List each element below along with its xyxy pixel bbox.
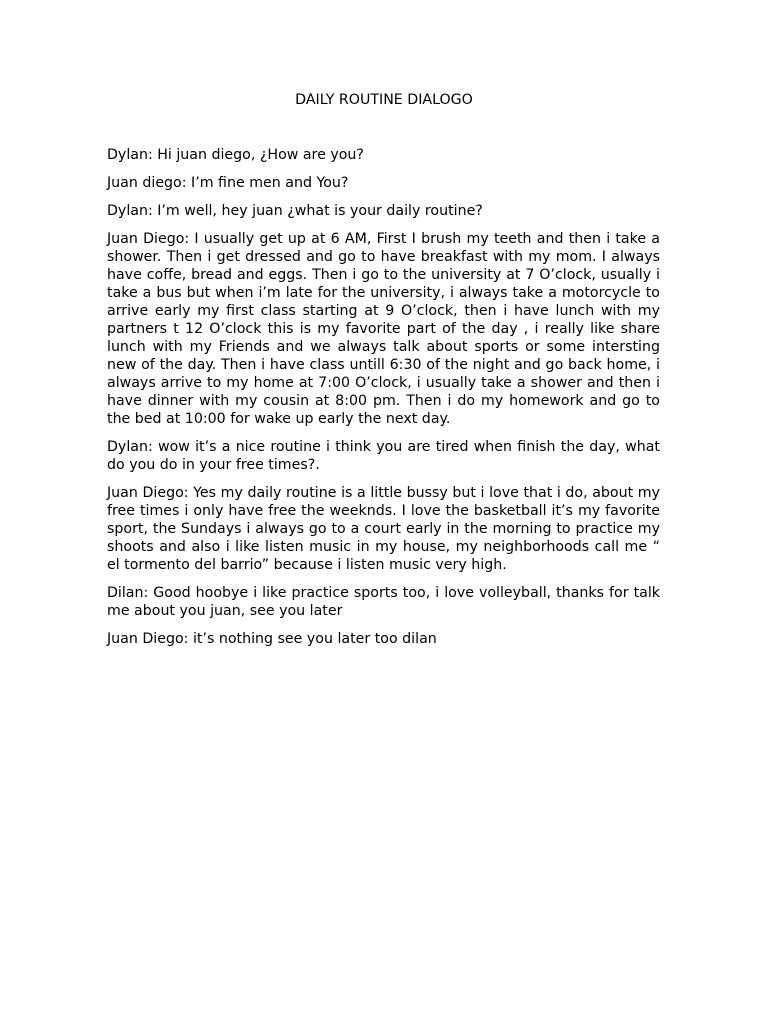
dialogue-line: Dylan: Hi juan diego, ¿How are you?: [107, 147, 364, 163]
dialogue-line: Dylan: I’m well, hey juan ¿what is your daily routine?: [107, 203, 483, 219]
dialogue-line: Dilan: Good hoobye i like practice sports too, i love volleyball, thanks for talk me about you juan, see you later: [107, 585, 660, 619]
dialogue-line: Juan Diego: it’s nothing see you later too dilan: [107, 631, 437, 647]
dialogue-line: Juan Diego: Yes my daily routine is a little bussy but i love that i do, about my free times i only have free the weeknds. I love the basketball it’s my favorite sport, the Sundays i always go to a court early in the morning to practice my shoots and also i like listen music in my house, my neighborhoods call me “ el tormento del barrio” because i listen music very high.: [107, 485, 660, 573]
dialogue-line: Juan diego: I’m fine men and You?: [107, 175, 349, 191]
document-title: DAILY ROUTINE DIALOGO: [295, 92, 473, 108]
dialogue-line: Dylan: wow it’s a nice routine i think you are tired when finish the day, what do you do in your free times?.: [107, 439, 660, 473]
dialogue-body: [107, 146, 660, 658]
dialogue-line: Juan Diego: I usually get up at 6 AM, First I brush my teeth and then i take a shower. Then i get dressed and go to have breakfast with my mom. I always have coffe, bread and eggs. Then i go to the university at 7 O’clock, usually i take a bus but when i’m late for the university, i always take a motorcycle to arrive early my first class starting at 9 O’clock, then i have lunch with my partners t 12 O’clock this is my favorite part of the day , i really like share lunch with my Friends and we always talk about sports or some intersting new of the day. Then i have class untill 6:30 of the night and go back home, i always arrive to my home at 7:00 O’clock, i usually take a shower and then i have dinner with my cousin at 8:00 pm. Then i do my homework and go to the bed at 10:00 for wake up early the next day.: [107, 231, 660, 427]
